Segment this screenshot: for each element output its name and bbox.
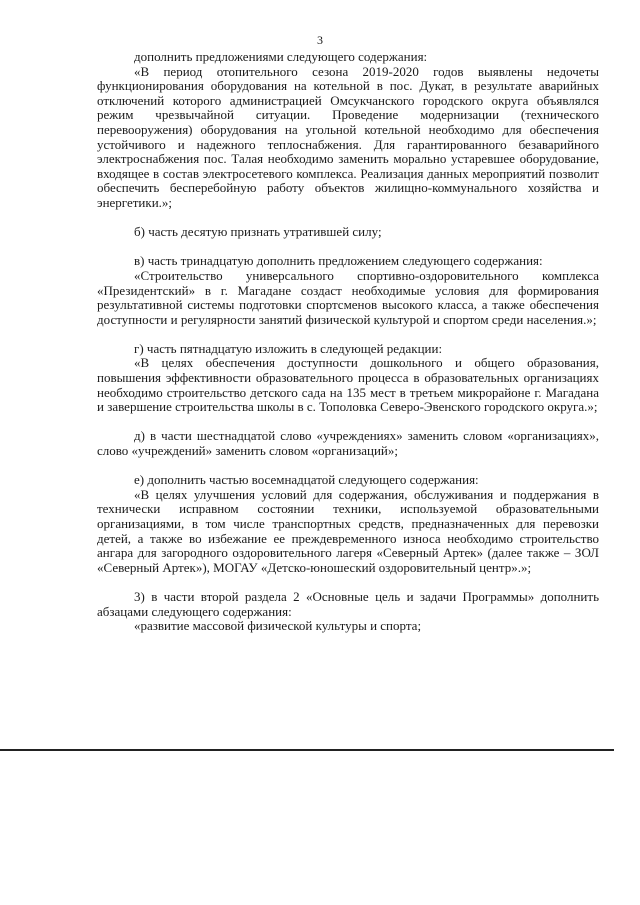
paragraph: д) в части шестнадцатой слово «учреждениях» заменить словом «организациях», слово «учреждений» заменить словом «организаций»; <box>97 428 599 459</box>
paragraph: в) часть тринадцатую дополнить предложением следующего содержания: <box>134 253 543 269</box>
paragraph: г) часть пятнадцатую изложить в следующей редакции: <box>134 340 443 356</box>
paragraph: «В целях обеспечения доступности дошкольного и общего образования, повышения эффективности образовательного процесса в образовательных организациях необходимо строительство детского сада на 135 мест в третьем микрорайоне г. Магадана и завершение строительства школы в с. Тополовка Северо-Эвенского городского округа.»; <box>97 355 599 415</box>
footer-rule <box>0 749 614 751</box>
paragraph: «В период отопительного сезона 2019-2020 годов выявлены недочеты функционирования оборудования на котельной в пос. Дукат, в результате аварийных отключений которого администрацией Омсукчанского городского округа объявлялся режим чрезвычайной ситуации. Проведение модернизации (технического перевооружения) оборудования на угольной котельной необходимо для обеспечения устойчивого и надежного теплоснабжения. Для гарантированного безаварийного электроснабжения пос. Талая необходимо заменить морально устаревшее оборудование, входящее в состав электросетевого комплекса. Реализация данных мероприятий позволит обеспечить бесперебойную работу объектов жилищно-коммунального хозяйства и энергетики.»; <box>97 63 599 210</box>
paragraph: е) дополнить частью восемнадцатой следующего содержания: <box>134 472 479 488</box>
document-body <box>97 50 599 634</box>
paragraph: «В целях улучшения условий для содержания, обслуживания и поддержания в технически исправном состоянии техники, используемой образовательными организациями, в том числе транспортных средств, предназначенных для перевозки детей, а также во избежание ее преждевременного износа необходимо строительство ангара для загородного оздоровительного лагеря «Северный Артек» (далее также – ЗОЛ «Северный Артек»), МОГАУ «Детско-юношеский оздоровительный центр».»; <box>97 486 599 575</box>
paragraph: дополнить предложениями следующего содержания: <box>134 49 428 64</box>
paragraph: б) часть десятую признать утратившей силу; <box>134 224 382 240</box>
paragraph: «развитие массовой физической культуры и спорта; <box>134 618 422 634</box>
paragraph: «Строительство универсального спортивно-оздоровительного комплекса «Президентский» в г. Магадане создаст необходимые условия для формирования результативной системы подготовки спортсменов высокого класса, а также обеспечения доступности и регулярности занятий физической культурой и спортом среди населения.»; <box>97 267 599 327</box>
page-number: 3 <box>317 33 323 47</box>
paragraph: 3) в части второй раздела 2 «Основные цель и задачи Программы» дополнить абзацами следующего содержания: <box>97 588 599 619</box>
